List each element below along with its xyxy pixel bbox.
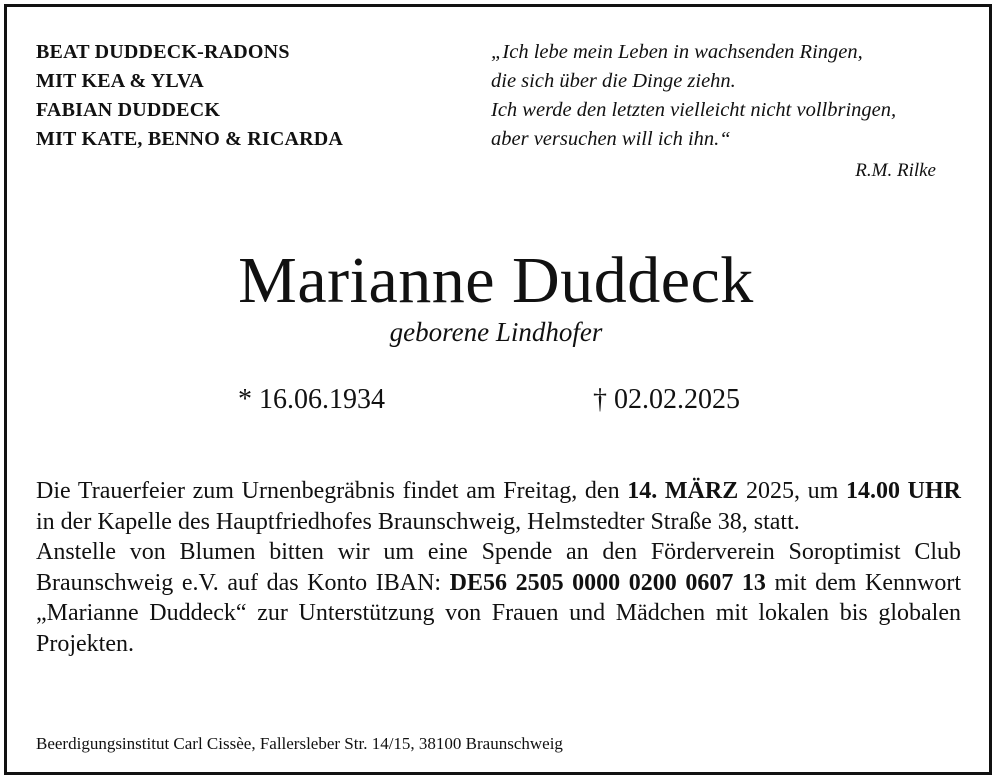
quote-line: aber versuchen will ich ihn.“ <box>491 128 731 150</box>
family-line: BEAT DUDDECK-RADONS <box>36 41 290 63</box>
birth-date: * 16.06.1934 <box>238 384 385 415</box>
ceremony-time: 14.00 UHR <box>845 478 961 504</box>
donation-text: Anstelle von Blumen bitten wir um eine Spende an den Förderverein Soroptimist Club Braunschweig e.V. auf das Konto IBAN: <box>36 539 961 596</box>
funeral-home-footer: Beerdigungsinstitut Carl Cissèe, Fallersleber Str. 14/15, 38100 Braunschweig <box>36 734 563 753</box>
family-list <box>36 38 343 154</box>
ceremony-date: 14. MÄRZ <box>627 478 739 504</box>
quote-line: die sich über die Dinge ziehn. <box>491 70 736 92</box>
donation-paragraph <box>36 537 961 659</box>
quote-block <box>491 38 936 185</box>
quote-author: R.M. Rilke <box>855 160 936 181</box>
quote-line: Ich werde den letzten vielleicht nicht vollbringen, <box>491 99 897 121</box>
donation-text: mit dem Kennwort „Marianne Duddeck“ zur Unterstützung von Frauen und Mädchen mit lokalen bis globalen Projekten. <box>36 569 961 657</box>
birth-name: geborene Lindhofer <box>389 317 603 347</box>
ceremony-text: Die Trauerfeier zum Urnenbegräbnis findet am Freitag, den <box>36 478 628 504</box>
body-text <box>36 476 961 659</box>
family-line: FABIAN DUDDECK <box>36 99 221 121</box>
quote-line: „Ich lebe mein Leben in wachsenden Ringen, <box>491 41 863 63</box>
donation-iban: DE56 2505 0000 0200 0607 13 <box>449 569 766 596</box>
ceremony-paragraph <box>36 476 961 537</box>
family-line: MIT KATE, BENNO & RICARDA <box>36 128 344 150</box>
death-date: † 02.02.2025 <box>593 384 740 415</box>
ceremony-text: in der Kapelle des Hauptfriedhofes Braunschweig, Helmstedter Straße 38, statt. <box>36 508 800 535</box>
family-line: MIT KEA & YLVA <box>36 70 204 92</box>
deceased-name: Marianne Duddeck <box>238 244 754 317</box>
ceremony-text: 2025, um <box>738 478 846 504</box>
